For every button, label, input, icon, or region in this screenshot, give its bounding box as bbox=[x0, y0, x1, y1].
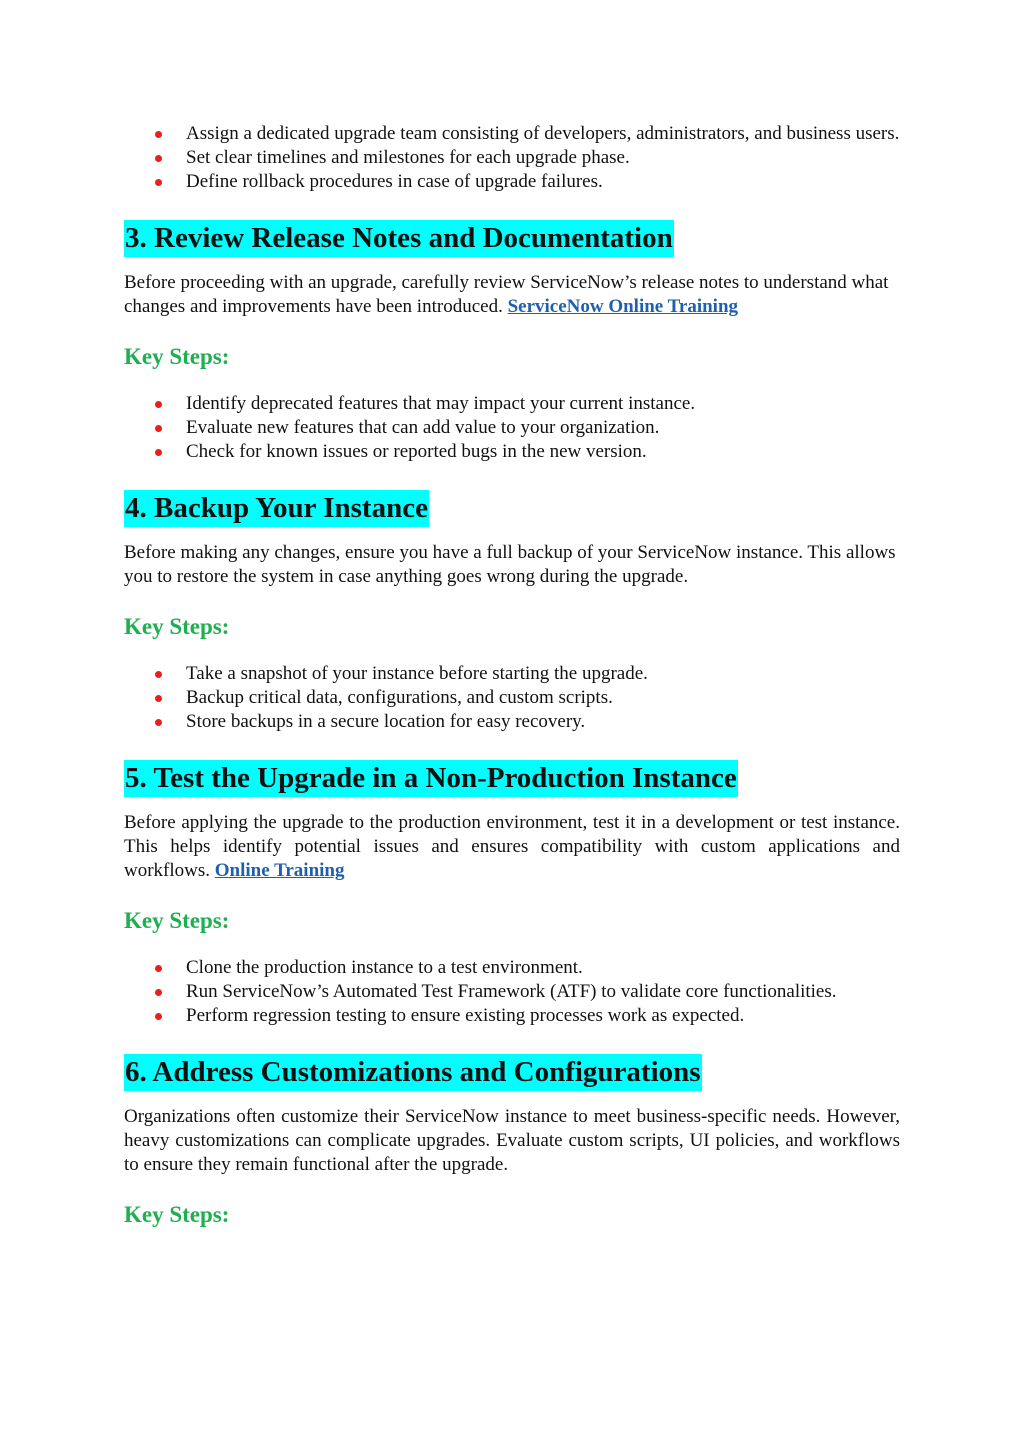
key-steps-label: Key Steps: bbox=[124, 1202, 230, 1227]
bullet-icon bbox=[155, 131, 162, 138]
section-heading: 6. Address Customizations and Configurations bbox=[124, 1054, 702, 1091]
section-heading: 3. Review Release Notes and Documentation bbox=[124, 220, 674, 257]
key-steps-label: Key Steps: bbox=[124, 344, 230, 369]
section-paragraph: Before making any changes, ensure you have a full backup of your ServiceNow instance. This allows you to restore the system in case anything goes wrong during the upgrade. bbox=[124, 542, 896, 587]
intro-bullet-list bbox=[124, 122, 900, 194]
list-item: Take a snapshot of your instance before starting the upgrade. bbox=[124, 662, 900, 686]
bullet-icon bbox=[155, 719, 162, 726]
section-paragraph: Organizations often customize their ServiceNow instance to meet business-specific needs. However, heavy customizations can complicate upgrades. Evaluate custom scripts, UI policies, and workflows to ensure they remain functional after the upgrade. bbox=[124, 1106, 900, 1175]
list-item: Run ServiceNow’s Automated Test Framework (ATF) to validate core functionalities. bbox=[124, 980, 900, 1004]
key-steps-label: Key Steps: bbox=[124, 908, 230, 933]
section-4 bbox=[124, 490, 900, 734]
list-item: Evaluate new features that can add value to your organization. bbox=[124, 416, 900, 440]
list-item: Clone the production instance to a test environment. bbox=[124, 956, 900, 980]
list-item: Store backups in a secure location for easy recovery. bbox=[124, 710, 900, 734]
list-item: Backup critical data, configurations, and custom scripts. bbox=[124, 686, 900, 710]
key-steps-label: Key Steps: bbox=[124, 614, 230, 639]
list-item: Define rollback procedures in case of upgrade failures. bbox=[124, 170, 900, 194]
bullet-icon bbox=[155, 425, 162, 432]
bullet-icon bbox=[155, 989, 162, 996]
bullet-icon bbox=[155, 671, 162, 678]
list-item: Set clear timelines and milestones for each upgrade phase. bbox=[124, 146, 900, 170]
section-6 bbox=[124, 1054, 900, 1229]
bullet-icon bbox=[155, 179, 162, 186]
section-5 bbox=[124, 760, 900, 1028]
list-item: Identify deprecated features that may impact your current instance. bbox=[124, 392, 900, 416]
section-heading: 4. Backup Your Instance bbox=[124, 490, 429, 527]
section-3 bbox=[124, 220, 900, 464]
key-steps-list bbox=[124, 392, 900, 464]
bullet-icon bbox=[155, 695, 162, 702]
list-item: Perform regression testing to ensure existing processes work as expected. bbox=[124, 1004, 900, 1028]
bullet-icon bbox=[155, 401, 162, 408]
section-paragraph: Before proceeding with an upgrade, carefully review ServiceNow’s release notes to understand what changes and improvements have been introduced. ServiceNow Online Training bbox=[124, 272, 889, 317]
list-item: Check for known issues or reported bugs in the new version. bbox=[124, 440, 900, 464]
section-paragraph: Before applying the upgrade to the production environment, test it in a development or test instance. This helps identify potential issues and ensures compatibility with custom applications and workflows. Online Training bbox=[124, 812, 900, 881]
section-heading: 5. Test the Upgrade in a Non-Production Instance bbox=[124, 760, 738, 797]
bullet-icon bbox=[155, 1013, 162, 1020]
bullet-icon bbox=[155, 965, 162, 972]
document-page bbox=[124, 122, 900, 1229]
online-training-link[interactable]: Online Training bbox=[214, 860, 345, 881]
list-item: Assign a dedicated upgrade team consisting of developers, administrators, and business users. bbox=[124, 122, 900, 146]
key-steps-list bbox=[124, 956, 900, 1028]
key-steps-list bbox=[124, 662, 900, 734]
bullet-icon bbox=[155, 155, 162, 162]
servicenow-online-training-link[interactable]: ServiceNow Online Training bbox=[507, 296, 739, 317]
bullet-icon bbox=[155, 449, 162, 456]
